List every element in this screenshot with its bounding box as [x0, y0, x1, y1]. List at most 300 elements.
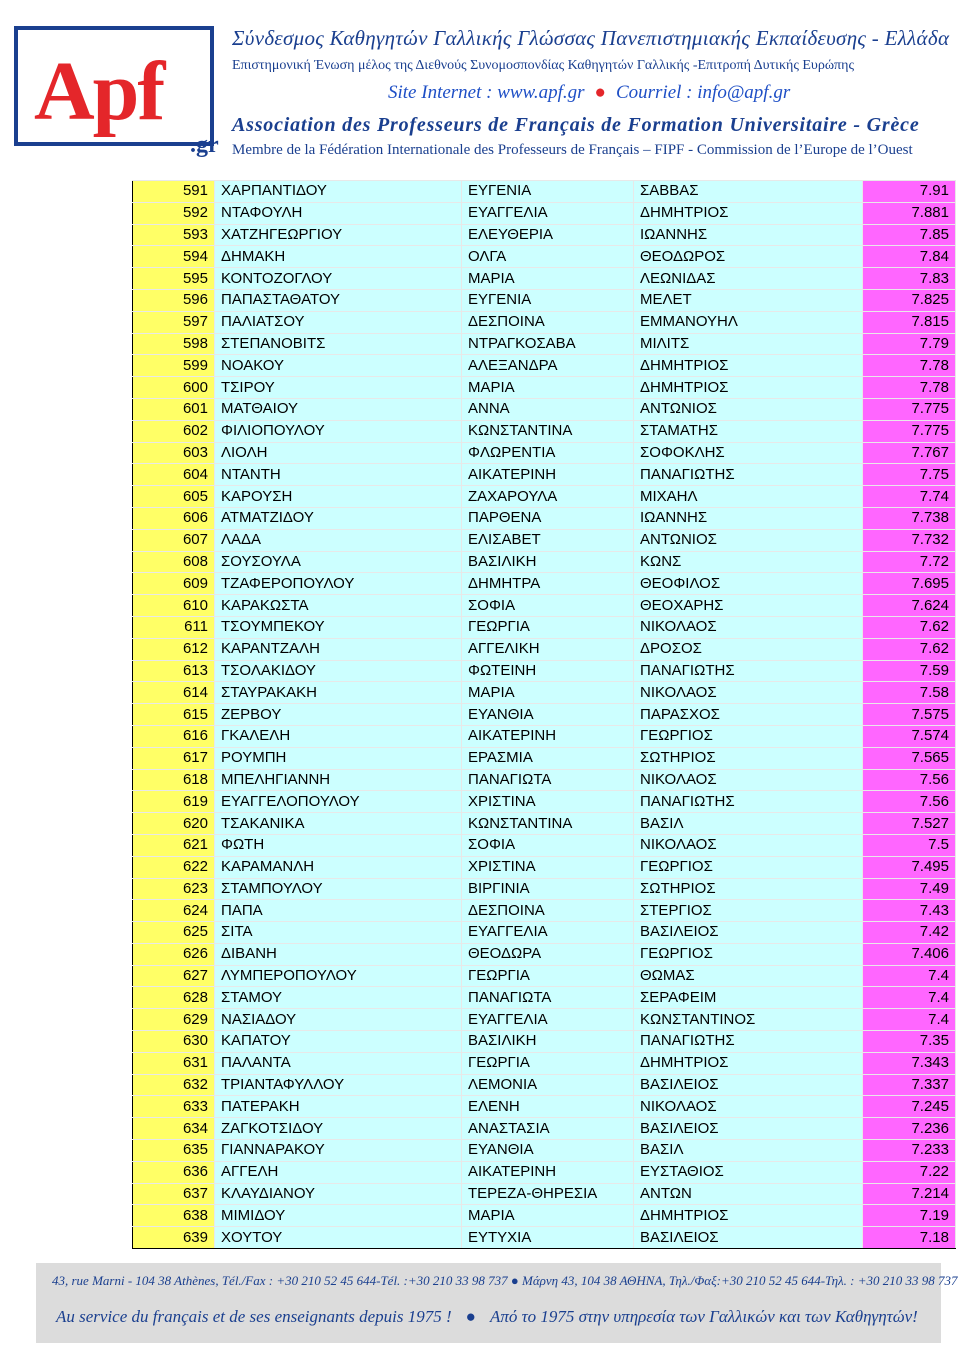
grade-cell: 7.74	[863, 486, 956, 508]
rank-cell: 626	[133, 943, 215, 965]
rank-cell: 592	[133, 202, 215, 224]
surname-cell: ΤΣΟΛΑΚΙΔΟΥ	[215, 660, 462, 682]
father-name-cell: ΘΕΟΧΑΡΗΣ	[634, 595, 863, 617]
father-name-cell: ΠΑΝΑΓΙΩΤΗΣ	[634, 464, 863, 486]
rank-cell: 595	[133, 268, 215, 290]
grade-cell: 7.91	[863, 181, 956, 203]
father-name-cell: ΠΑΝΑΓΙΩΤΗΣ	[634, 660, 863, 682]
bullet-icon: ●	[594, 82, 606, 103]
footer	[36, 1263, 958, 1343]
father-name-cell: ΓΕΩΡΓΙΟΣ	[634, 856, 863, 878]
surname-cell: ΣΙΤΑ	[215, 922, 462, 944]
father-name-cell: ΝΙΚΟΛΑΟΣ	[634, 682, 863, 704]
surname-cell: ΚΑΡΑΝΤΖΑΛΗ	[215, 638, 462, 660]
first-name-cell: ΕΛΙΣΑΒΕΤ	[462, 529, 634, 551]
grade-cell: 7.732	[863, 529, 956, 551]
rank-cell: 606	[133, 507, 215, 529]
grade-cell: 7.56	[863, 769, 956, 791]
table-row	[133, 289, 956, 311]
father-name-cell: ΒΑΣΙΛΕΙΟΣ	[634, 922, 863, 944]
rank-cell: 624	[133, 900, 215, 922]
father-name-cell: ΑΝΤΩΝΙΟΣ	[634, 398, 863, 420]
grade-cell: 7.84	[863, 246, 956, 268]
rank-cell: 619	[133, 791, 215, 813]
grade-cell: 7.575	[863, 704, 956, 726]
father-name-cell: ΔΗΜΗΤΡΙΟΣ	[634, 1205, 863, 1227]
rank-cell: 598	[133, 333, 215, 355]
surname-cell: ΝΤΑΝΤΗ	[215, 464, 462, 486]
rank-cell: 591	[133, 181, 215, 203]
surname-cell: ΝΟΑΚΟΥ	[215, 355, 462, 377]
table-row	[133, 769, 956, 791]
first-name-cell: ΑΝΑΣΤΑΣΙΑ	[462, 1118, 634, 1140]
father-name-cell: ΔΗΜΗΤΡΙΟΣ	[634, 377, 863, 399]
first-name-cell: ΕΛΕΥΘΕΡΙΑ	[462, 224, 634, 246]
surname-cell: ΠΑΛΙΑΤΣΟΥ	[215, 311, 462, 333]
table-row	[133, 965, 956, 987]
first-name-cell: ΠΑΝΑΓΙΩΤΑ	[462, 987, 634, 1009]
first-name-cell: ΠΑΡΘΕΝΑ	[462, 507, 634, 529]
rank-cell: 605	[133, 486, 215, 508]
first-name-cell: ΧΡΙΣΤΙΝΑ	[462, 856, 634, 878]
father-name-cell: ΚΩΝΣ	[634, 551, 863, 573]
table-row	[133, 660, 956, 682]
table-row	[133, 856, 956, 878]
grade-cell: 7.406	[863, 943, 956, 965]
father-name-cell: ΒΑΣΙΛΕΙΟΣ	[634, 1118, 863, 1140]
footer-address: 43, rue Marni - 104 38 Athènes, Tél./Fax : +30 210 52 45 644-Tél. :+30 210 33 98 737 ● Μάρνη 43, 104 38 ΑΘΗΝΑ, Τηλ./Φαξ:+30 210 52 45 644-Τηλ. : +30 210 33 98 737	[52, 1273, 958, 1288]
first-name-cell: ΒΑΣΙΛΙΚΗ	[462, 1031, 634, 1053]
rank-cell: 629	[133, 1009, 215, 1031]
rank-cell: 594	[133, 246, 215, 268]
table-row	[133, 268, 956, 290]
grade-cell: 7.19	[863, 1205, 956, 1227]
first-name-cell: ΓΕΩΡΓΙΑ	[462, 1052, 634, 1074]
surname-cell: ΑΓΓΕΛΗ	[215, 1161, 462, 1183]
table-row	[133, 791, 956, 813]
table-row	[133, 442, 956, 464]
surname-cell: ΠΑΠΑΣΤΑΘΑΤΟΥ	[215, 289, 462, 311]
rank-cell: 607	[133, 529, 215, 551]
first-name-cell: ΓΕΩΡΓΙΑ	[462, 616, 634, 638]
rank-cell: 608	[133, 551, 215, 573]
father-name-cell: ΠΑΝΑΓΙΩΤΗΣ	[634, 1031, 863, 1053]
table-row	[133, 486, 956, 508]
first-name-cell: ΕΥΑΓΓΕΛΙΑ	[462, 1009, 634, 1031]
table-row	[133, 922, 956, 944]
surname-cell: ΔΙΒΑΝΗ	[215, 943, 462, 965]
rank-cell: 616	[133, 725, 215, 747]
grade-cell: 7.4	[863, 965, 956, 987]
table-row	[133, 704, 956, 726]
table-row	[133, 1161, 956, 1183]
father-name-cell: ΣΩΤΗΡΙΟΣ	[634, 747, 863, 769]
surname-cell: ΚΛΑΥΔΙΑΝΟΥ	[215, 1183, 462, 1205]
table-row	[133, 398, 956, 420]
father-name-cell: ΣΟΦΟΚΛΗΣ	[634, 442, 863, 464]
grade-cell: 7.5	[863, 834, 956, 856]
grade-cell: 7.881	[863, 202, 956, 224]
grade-cell: 7.527	[863, 813, 956, 835]
father-name-cell: ΘΕΟΔΩΡΟΣ	[634, 246, 863, 268]
father-name-cell: ΒΑΣΙΛΕΙΟΣ	[634, 1074, 863, 1096]
father-name-cell: ΙΩΑΝΝΗΣ	[634, 224, 863, 246]
first-name-cell: ΖΑΧΑΡΟΥΛΑ	[462, 486, 634, 508]
first-name-cell: ΕΥΑΓΓΕΛΙΑ	[462, 922, 634, 944]
rank-cell: 597	[133, 311, 215, 333]
first-name-cell: ΜΑΡΙΑ	[462, 1205, 634, 1227]
table-row	[133, 181, 956, 203]
first-name-cell: ΕΥΓΕΝΙΑ	[462, 289, 634, 311]
father-name-cell: ΑΝΤΩΝ	[634, 1183, 863, 1205]
ranking-table	[132, 180, 956, 1249]
table-row	[133, 900, 956, 922]
rank-cell: 638	[133, 1205, 215, 1227]
first-name-cell: ΕΛΕΝΗ	[462, 1096, 634, 1118]
grade-cell: 7.495	[863, 856, 956, 878]
surname-cell: ΤΣΟΥΜΠΕΚΟΥ	[215, 616, 462, 638]
father-name-cell: ΘΕΟΦΙΛΟΣ	[634, 573, 863, 595]
table-row	[133, 1009, 956, 1031]
site-link[interactable]: Site Internet : www.apf.gr	[388, 82, 585, 103]
father-name-cell: ΝΙΚΟΛΑΟΣ	[634, 769, 863, 791]
grade-cell: 7.624	[863, 595, 956, 617]
father-name-cell: ΣΤΑΜΑΤΗΣ	[634, 420, 863, 442]
surname-cell: ΤΣΙΡΟΥ	[215, 377, 462, 399]
rank-cell: 634	[133, 1118, 215, 1140]
surname-cell: ΖΕΡΒΟΥ	[215, 704, 462, 726]
rank-cell: 617	[133, 747, 215, 769]
rank-cell: 637	[133, 1183, 215, 1205]
grade-cell: 7.4	[863, 1009, 956, 1031]
first-name-cell: ΑΙΚΑΤΕΡΙΝΗ	[462, 464, 634, 486]
grade-cell: 7.62	[863, 616, 956, 638]
grade-cell: 7.775	[863, 398, 956, 420]
surname-cell: ΣΤΕΠΑΝΟΒΙΤΣ	[215, 333, 462, 355]
surname-cell: ΝΤΑΦΟΥΛΗ	[215, 202, 462, 224]
first-name-cell: ΣΟΦΙΑ	[462, 834, 634, 856]
rank-cell: 603	[133, 442, 215, 464]
first-name-cell: ΜΑΡΙΑ	[462, 268, 634, 290]
grade-cell: 7.78	[863, 355, 956, 377]
first-name-cell: ΘΕΟΔΩΡΑ	[462, 943, 634, 965]
grade-cell: 7.49	[863, 878, 956, 900]
first-name-cell: ΒΙΡΓΙΝΙΑ	[462, 878, 634, 900]
father-name-cell: ΔΗΜΗΤΡΙΟΣ	[634, 202, 863, 224]
grade-cell: 7.825	[863, 289, 956, 311]
table-row	[133, 311, 956, 333]
surname-cell: ΓΚΑΛΕΛΗ	[215, 725, 462, 747]
grade-cell: 7.72	[863, 551, 956, 573]
grade-cell: 7.56	[863, 791, 956, 813]
father-name-cell: ΔΗΜΗΤΡΙΟΣ	[634, 355, 863, 377]
logo-text: Apf	[34, 45, 164, 138]
father-name-cell: ΓΕΩΡΓΙΟΣ	[634, 943, 863, 965]
rank-cell: 630	[133, 1031, 215, 1053]
table-row	[133, 813, 956, 835]
first-name-cell: ΑΛΕΞΑΝΔΡΑ	[462, 355, 634, 377]
logo-suffix: .gr	[190, 132, 219, 158]
father-name-cell: ΣΑΒΒΑΣ	[634, 181, 863, 203]
father-name-cell: ΕΥΣΤΑΘΙΟΣ	[634, 1161, 863, 1183]
header-french-subtitle: Membre de la Fédération Internationale des Professeurs de Français – FIPF - Commission de l’Europe de l’Ouest	[232, 142, 913, 158]
grade-cell: 7.233	[863, 1140, 956, 1162]
header-greek-title: Σύνδεσμος Καθηγητών Γαλλικής Γλώσσας Πανεπιστημιακής Εκπαίδευσης - Ελλάδα	[232, 26, 950, 50]
surname-cell: ΜΑΤΘΑΙΟΥ	[215, 398, 462, 420]
first-name-cell: ΕΡΑΣΜΙΑ	[462, 747, 634, 769]
grade-cell: 7.815	[863, 311, 956, 333]
rank-cell: 612	[133, 638, 215, 660]
father-name-cell: ΝΙΚΟΛΑΟΣ	[634, 1096, 863, 1118]
motto-greek: Από το 1975 στην υπηρεσία των Γαλλικών και των Καθηγητών!	[489, 1307, 918, 1326]
grade-cell: 7.767	[863, 442, 956, 464]
surname-cell: ΦΩΤΗ	[215, 834, 462, 856]
surname-cell: ΕΥΑΓΓΕΛΟΠΟΥΛΟΥ	[215, 791, 462, 813]
first-name-cell: ΜΑΡΙΑ	[462, 682, 634, 704]
table-row	[133, 507, 956, 529]
rank-cell: 601	[133, 398, 215, 420]
header-french-title: Association des Professeurs de Français de Formation Universitaire - Grèce	[232, 114, 920, 136]
first-name-cell: ΜΑΡΙΑ	[462, 377, 634, 399]
table-row	[133, 420, 956, 442]
rank-cell: 614	[133, 682, 215, 704]
first-name-cell: ΦΩΤΕΙΝΗ	[462, 660, 634, 682]
table-row	[133, 834, 956, 856]
father-name-cell: ΒΑΣΙΛ	[634, 813, 863, 835]
rank-cell: 639	[133, 1227, 215, 1249]
first-name-cell: ΔΕΣΠΟΙΝΑ	[462, 311, 634, 333]
rank-cell: 611	[133, 616, 215, 638]
father-name-cell: ΕΜΜΑΝΟΥΗΛ	[634, 311, 863, 333]
surname-cell: ΧΑΡΠΑΝΤΙΔΟΥ	[215, 181, 462, 203]
rank-cell: 599	[133, 355, 215, 377]
table-row	[133, 1183, 956, 1205]
first-name-cell: ΕΥΓΕΝΙΑ	[462, 181, 634, 203]
email-link[interactable]: Courriel : info@apf.gr	[615, 82, 791, 103]
table-row	[133, 202, 956, 224]
surname-cell: ΣΟΥΣΟΥΛΑ	[215, 551, 462, 573]
rank-cell: 610	[133, 595, 215, 617]
surname-cell: ΣΤΑΥΡΑΚΑΚΗ	[215, 682, 462, 704]
table-row	[133, 943, 956, 965]
grade-cell: 7.214	[863, 1183, 956, 1205]
surname-cell: ΚΟΝΤΟΖΟΓΛΟΥ	[215, 268, 462, 290]
first-name-cell: ΛΕΜΟΝΙΑ	[462, 1074, 634, 1096]
header-contacts	[388, 82, 960, 104]
grade-cell: 7.58	[863, 682, 956, 704]
table-row	[133, 725, 956, 747]
father-name-cell: ΜΕΛΕΤ	[634, 289, 863, 311]
rank-cell: 613	[133, 660, 215, 682]
table-row	[133, 1118, 956, 1140]
surname-cell: ΚΑΡΑΚΩΣΤΑ	[215, 595, 462, 617]
table-row	[133, 1096, 956, 1118]
table-row	[133, 464, 956, 486]
surname-cell: ΤΖΑΦΕΡΟΠΟΥΛΟΥ	[215, 573, 462, 595]
table-row	[133, 377, 956, 399]
table-row	[133, 551, 956, 573]
surname-cell: ΜΠΕΛΗΓΙΑΝΝΗ	[215, 769, 462, 791]
rank-cell: 620	[133, 813, 215, 835]
footer-motto	[56, 1307, 918, 1327]
rank-cell: 609	[133, 573, 215, 595]
surname-cell: ΤΡΙΑΝΤΑΦΥΛΛΟΥ	[215, 1074, 462, 1096]
surname-cell: ΝΑΣΙΑΔΟΥ	[215, 1009, 462, 1031]
table-row	[133, 573, 956, 595]
grade-cell: 7.738	[863, 507, 956, 529]
table-row	[133, 1227, 956, 1249]
first-name-cell: ΠΑΝΑΓΙΩΤΑ	[462, 769, 634, 791]
grade-cell: 7.565	[863, 747, 956, 769]
father-name-cell: ΙΩΑΝΝΗΣ	[634, 507, 863, 529]
grade-cell: 7.83	[863, 268, 956, 290]
father-name-cell: ΜΙΧΑΗΛ	[634, 486, 863, 508]
table-row	[133, 333, 956, 355]
first-name-cell: ΤΕΡΕΖΑ-ΘΗΡΕΣΙΑ	[462, 1183, 634, 1205]
table-row	[133, 878, 956, 900]
first-name-cell: ΕΥΑΓΓΕΛΙΑ	[462, 202, 634, 224]
first-name-cell: ΔΕΣΠΟΙΝΑ	[462, 900, 634, 922]
father-name-cell: ΜΙΛΙΤΣ	[634, 333, 863, 355]
father-name-cell: ΣΤΕΡΓΙΟΣ	[634, 900, 863, 922]
rank-cell: 625	[133, 922, 215, 944]
father-name-cell: ΝΙΚΟΛΑΟΣ	[634, 616, 863, 638]
ranking-table-body	[133, 181, 956, 1249]
rank-cell: 604	[133, 464, 215, 486]
surname-cell: ΧΑΤΖΗΓΕΩΡΓΙΟΥ	[215, 224, 462, 246]
first-name-cell: ΑΙΚΑΤΕΡΙΝΗ	[462, 1161, 634, 1183]
rank-cell: 633	[133, 1096, 215, 1118]
surname-cell: ΛΑΔΑ	[215, 529, 462, 551]
table-row	[133, 1205, 956, 1227]
father-name-cell: ΚΩΝΣΤΑΝΤΙΝΟΣ	[634, 1009, 863, 1031]
table-row	[133, 638, 956, 660]
first-name-cell: ΑΝΝΑ	[462, 398, 634, 420]
grade-cell: 7.43	[863, 900, 956, 922]
father-name-cell: ΠΑΡΑΣΧΟΣ	[634, 704, 863, 726]
surname-cell: ΠΑΤΕΡΑΚΗ	[215, 1096, 462, 1118]
rank-cell: 636	[133, 1161, 215, 1183]
first-name-cell: ΦΛΩΡΕΝΤΙΑ	[462, 442, 634, 464]
surname-cell: ΔΗΜΑΚΗ	[215, 246, 462, 268]
table-row	[133, 1052, 956, 1074]
grade-cell: 7.78	[863, 377, 956, 399]
surname-cell: ΛΥΜΠΕΡΟΠΟΥΛΟΥ	[215, 965, 462, 987]
surname-cell: ΛΙΟΛΗ	[215, 442, 462, 464]
header-greek-subtitle: Επιστημονική Ένωση μέλος της Διεθνούς Συνομοσπονδίας Καθηγητών Γαλλικής -Επιτροπή Δυτικής Ευρώπης	[232, 58, 854, 73]
father-name-cell: ΒΑΣΙΛ	[634, 1140, 863, 1162]
first-name-cell: ΑΙΚΑΤΕΡΙΝΗ	[462, 725, 634, 747]
grade-cell: 7.337	[863, 1074, 956, 1096]
rank-cell: 621	[133, 834, 215, 856]
first-name-cell: ΕΥΑΝΘΙΑ	[462, 704, 634, 726]
surname-cell: ΣΤΑΜΟΥ	[215, 987, 462, 1009]
grade-cell: 7.35	[863, 1031, 956, 1053]
grade-cell: 7.574	[863, 725, 956, 747]
father-name-cell: ΒΑΣΙΛΕΙΟΣ	[634, 1227, 863, 1249]
table-row	[133, 987, 956, 1009]
rank-cell: 596	[133, 289, 215, 311]
table-row	[133, 1140, 956, 1162]
rank-cell: 622	[133, 856, 215, 878]
grade-cell: 7.245	[863, 1096, 956, 1118]
grade-cell: 7.75	[863, 464, 956, 486]
surname-cell: ΦΙΛΙΟΠΟΥΛΟΥ	[215, 420, 462, 442]
table-row	[133, 616, 956, 638]
father-name-cell: ΠΑΝΑΓΙΩΤΗΣ	[634, 791, 863, 813]
first-name-cell: ΓΕΩΡΓΙΑ	[462, 965, 634, 987]
surname-cell: ΑΤΜΑΤΖΙΔΟΥ	[215, 507, 462, 529]
grade-cell: 7.59	[863, 660, 956, 682]
first-name-cell: ΑΓΓΕΛΙΚΗ	[462, 638, 634, 660]
apf-logo	[14, 26, 214, 146]
surname-cell: ΓΙΑΝΝΑΡΑΚΟΥ	[215, 1140, 462, 1162]
rank-cell: 628	[133, 987, 215, 1009]
bullet-icon: ●	[465, 1307, 476, 1326]
grade-cell: 7.4	[863, 987, 956, 1009]
first-name-cell: ΒΑΣΙΛΙΚΗ	[462, 551, 634, 573]
surname-cell: ΠΑΛΑΝΤΑ	[215, 1052, 462, 1074]
rank-cell: 631	[133, 1052, 215, 1074]
rank-cell: 632	[133, 1074, 215, 1096]
father-name-cell: ΛΕΩΝΙΔΑΣ	[634, 268, 863, 290]
father-name-cell: ΔΡΟΣΟΣ	[634, 638, 863, 660]
first-name-cell: ΧΡΙΣΤΙΝΑ	[462, 791, 634, 813]
rank-cell: 593	[133, 224, 215, 246]
first-name-cell: ΚΩΝΣΤΑΝΤΙΝΑ	[462, 813, 634, 835]
grade-cell: 7.22	[863, 1161, 956, 1183]
surname-cell: ΖΑΓΚΟΤΣΙΔΟΥ	[215, 1118, 462, 1140]
father-name-cell: ΔΗΜΗΤΡΙΟΣ	[634, 1052, 863, 1074]
grade-cell: 7.85	[863, 224, 956, 246]
table-row	[133, 355, 956, 377]
rank-cell: 635	[133, 1140, 215, 1162]
surname-cell: ΜΙΜΙΔΟΥ	[215, 1205, 462, 1227]
rank-cell: 602	[133, 420, 215, 442]
motto-french: Au service du français et de ses enseignants depuis 1975 !	[56, 1307, 452, 1326]
first-name-cell: ΚΩΝΣΤΑΝΤΙΝΑ	[462, 420, 634, 442]
surname-cell: ΚΑΡΑΜΑΝΛΗ	[215, 856, 462, 878]
table-row	[133, 246, 956, 268]
table-row	[133, 529, 956, 551]
grade-cell: 7.775	[863, 420, 956, 442]
grade-cell: 7.236	[863, 1118, 956, 1140]
first-name-cell: ΣΟΦΙΑ	[462, 595, 634, 617]
surname-cell: ΡΟΥΜΠΗ	[215, 747, 462, 769]
father-name-cell: ΣΕΡΑΦΕΙΜ	[634, 987, 863, 1009]
father-name-cell: ΑΝΤΩΝΙΟΣ	[634, 529, 863, 551]
first-name-cell: ΕΥΤΥΧΙΑ	[462, 1227, 634, 1249]
father-name-cell: ΓΕΩΡΓΙΟΣ	[634, 725, 863, 747]
surname-cell: ΧΟΥΤΟΥ	[215, 1227, 462, 1249]
rank-cell: 627	[133, 965, 215, 987]
first-name-cell: ΟΛΓΑ	[462, 246, 634, 268]
first-name-cell: ΕΥΑΝΘΙΑ	[462, 1140, 634, 1162]
father-name-cell: ΣΩΤΗΡΙΟΣ	[634, 878, 863, 900]
surname-cell: ΠΑΠΑ	[215, 900, 462, 922]
grade-cell: 7.18	[863, 1227, 956, 1249]
table-row	[133, 1031, 956, 1053]
rank-cell: 623	[133, 878, 215, 900]
grade-cell: 7.343	[863, 1052, 956, 1074]
surname-cell: ΚΑΡΟΥΣΗ	[215, 486, 462, 508]
table-row	[133, 747, 956, 769]
rank-cell: 615	[133, 704, 215, 726]
rank-cell: 600	[133, 377, 215, 399]
surname-cell: ΤΣΑΚΑΝΙΚΑ	[215, 813, 462, 835]
father-name-cell: ΝΙΚΟΛΑΟΣ	[634, 834, 863, 856]
first-name-cell: ΔΗΜΗΤΡΑ	[462, 573, 634, 595]
